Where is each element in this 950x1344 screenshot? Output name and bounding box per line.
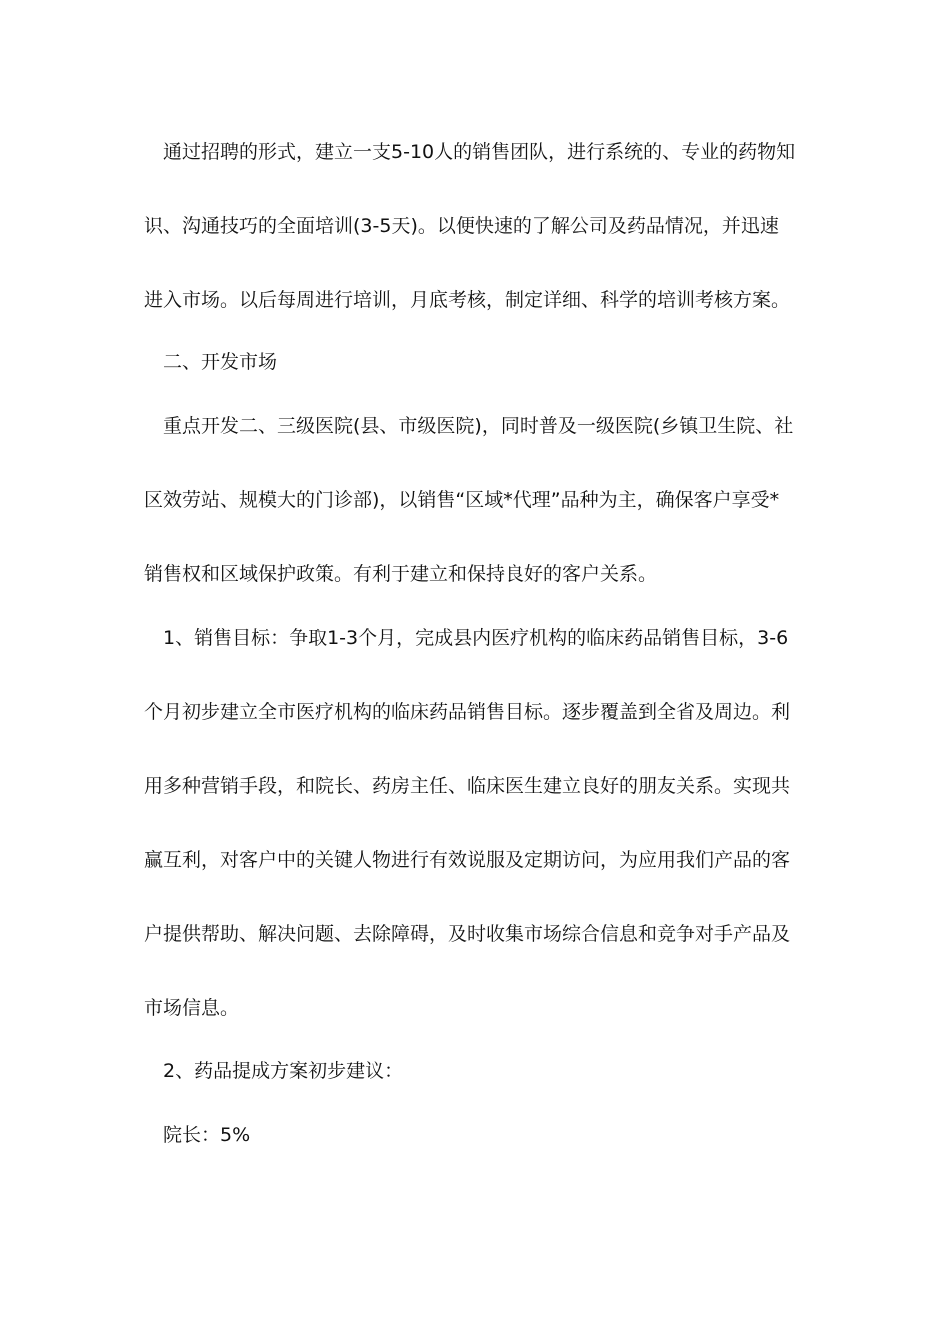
paragraph-director-rate: 院长：5%: [163, 1124, 251, 1146]
paragraph-recruit-line-2: 识、沟通技巧的全面培训(3-5天)。以便快速的了解公司及药品情况，并迅速: [144, 215, 779, 237]
paragraph-recruit-line-3: 进入市场。以后每周进行培训，月底考核，制定详细、科学的培训考核方案。: [144, 289, 791, 311]
paragraph-market-line-1: 重点开发二、三级医院(县、市级医院)，同时普及一级医院(乡镇卫生院、社: [163, 415, 794, 437]
paragraph-market-line-3: 销售权和区域保护政策。有利于建立和保持良好的客户关系。: [144, 563, 658, 585]
paragraph-recruit-line-1: 通过招聘的形式，建立一支5-10人的销售团队，进行系统的、专业的药物知: [163, 141, 796, 163]
paragraph-target-line-1: 1、销售目标：争取1-3个月，完成县内医疗机构的临床药品销售目标，3-6: [163, 627, 789, 649]
paragraph-market-line-2: 区效劳站、规模大的门诊部)，以销售“区域*代理”品种为主，确保客户享受*: [144, 489, 780, 511]
paragraph-target-line-5: 户提供帮助、解决问题、去除障碍，及时收集市场综合信息和竞争对手产品及: [144, 923, 791, 945]
paragraph-target-line-2: 个月初步建立全市医疗机构的临床药品销售目标。逐步覆盖到全省及周边。利: [144, 701, 791, 723]
paragraph-commission: 2、药品提成方案初步建议：: [163, 1060, 404, 1082]
paragraph-target-line-4: 赢互利，对客户中的关键人物进行有效说服及定期访问，为应用我们产品的客: [144, 849, 791, 871]
paragraph-target-line-3: 用多种营销手段，和院长、药房主任、临床医生建立良好的朋友关系。实现共: [144, 775, 791, 797]
section-heading-market: 二、开发市场: [163, 351, 278, 373]
paragraph-target-line-6: 市场信息。: [144, 997, 240, 1019]
